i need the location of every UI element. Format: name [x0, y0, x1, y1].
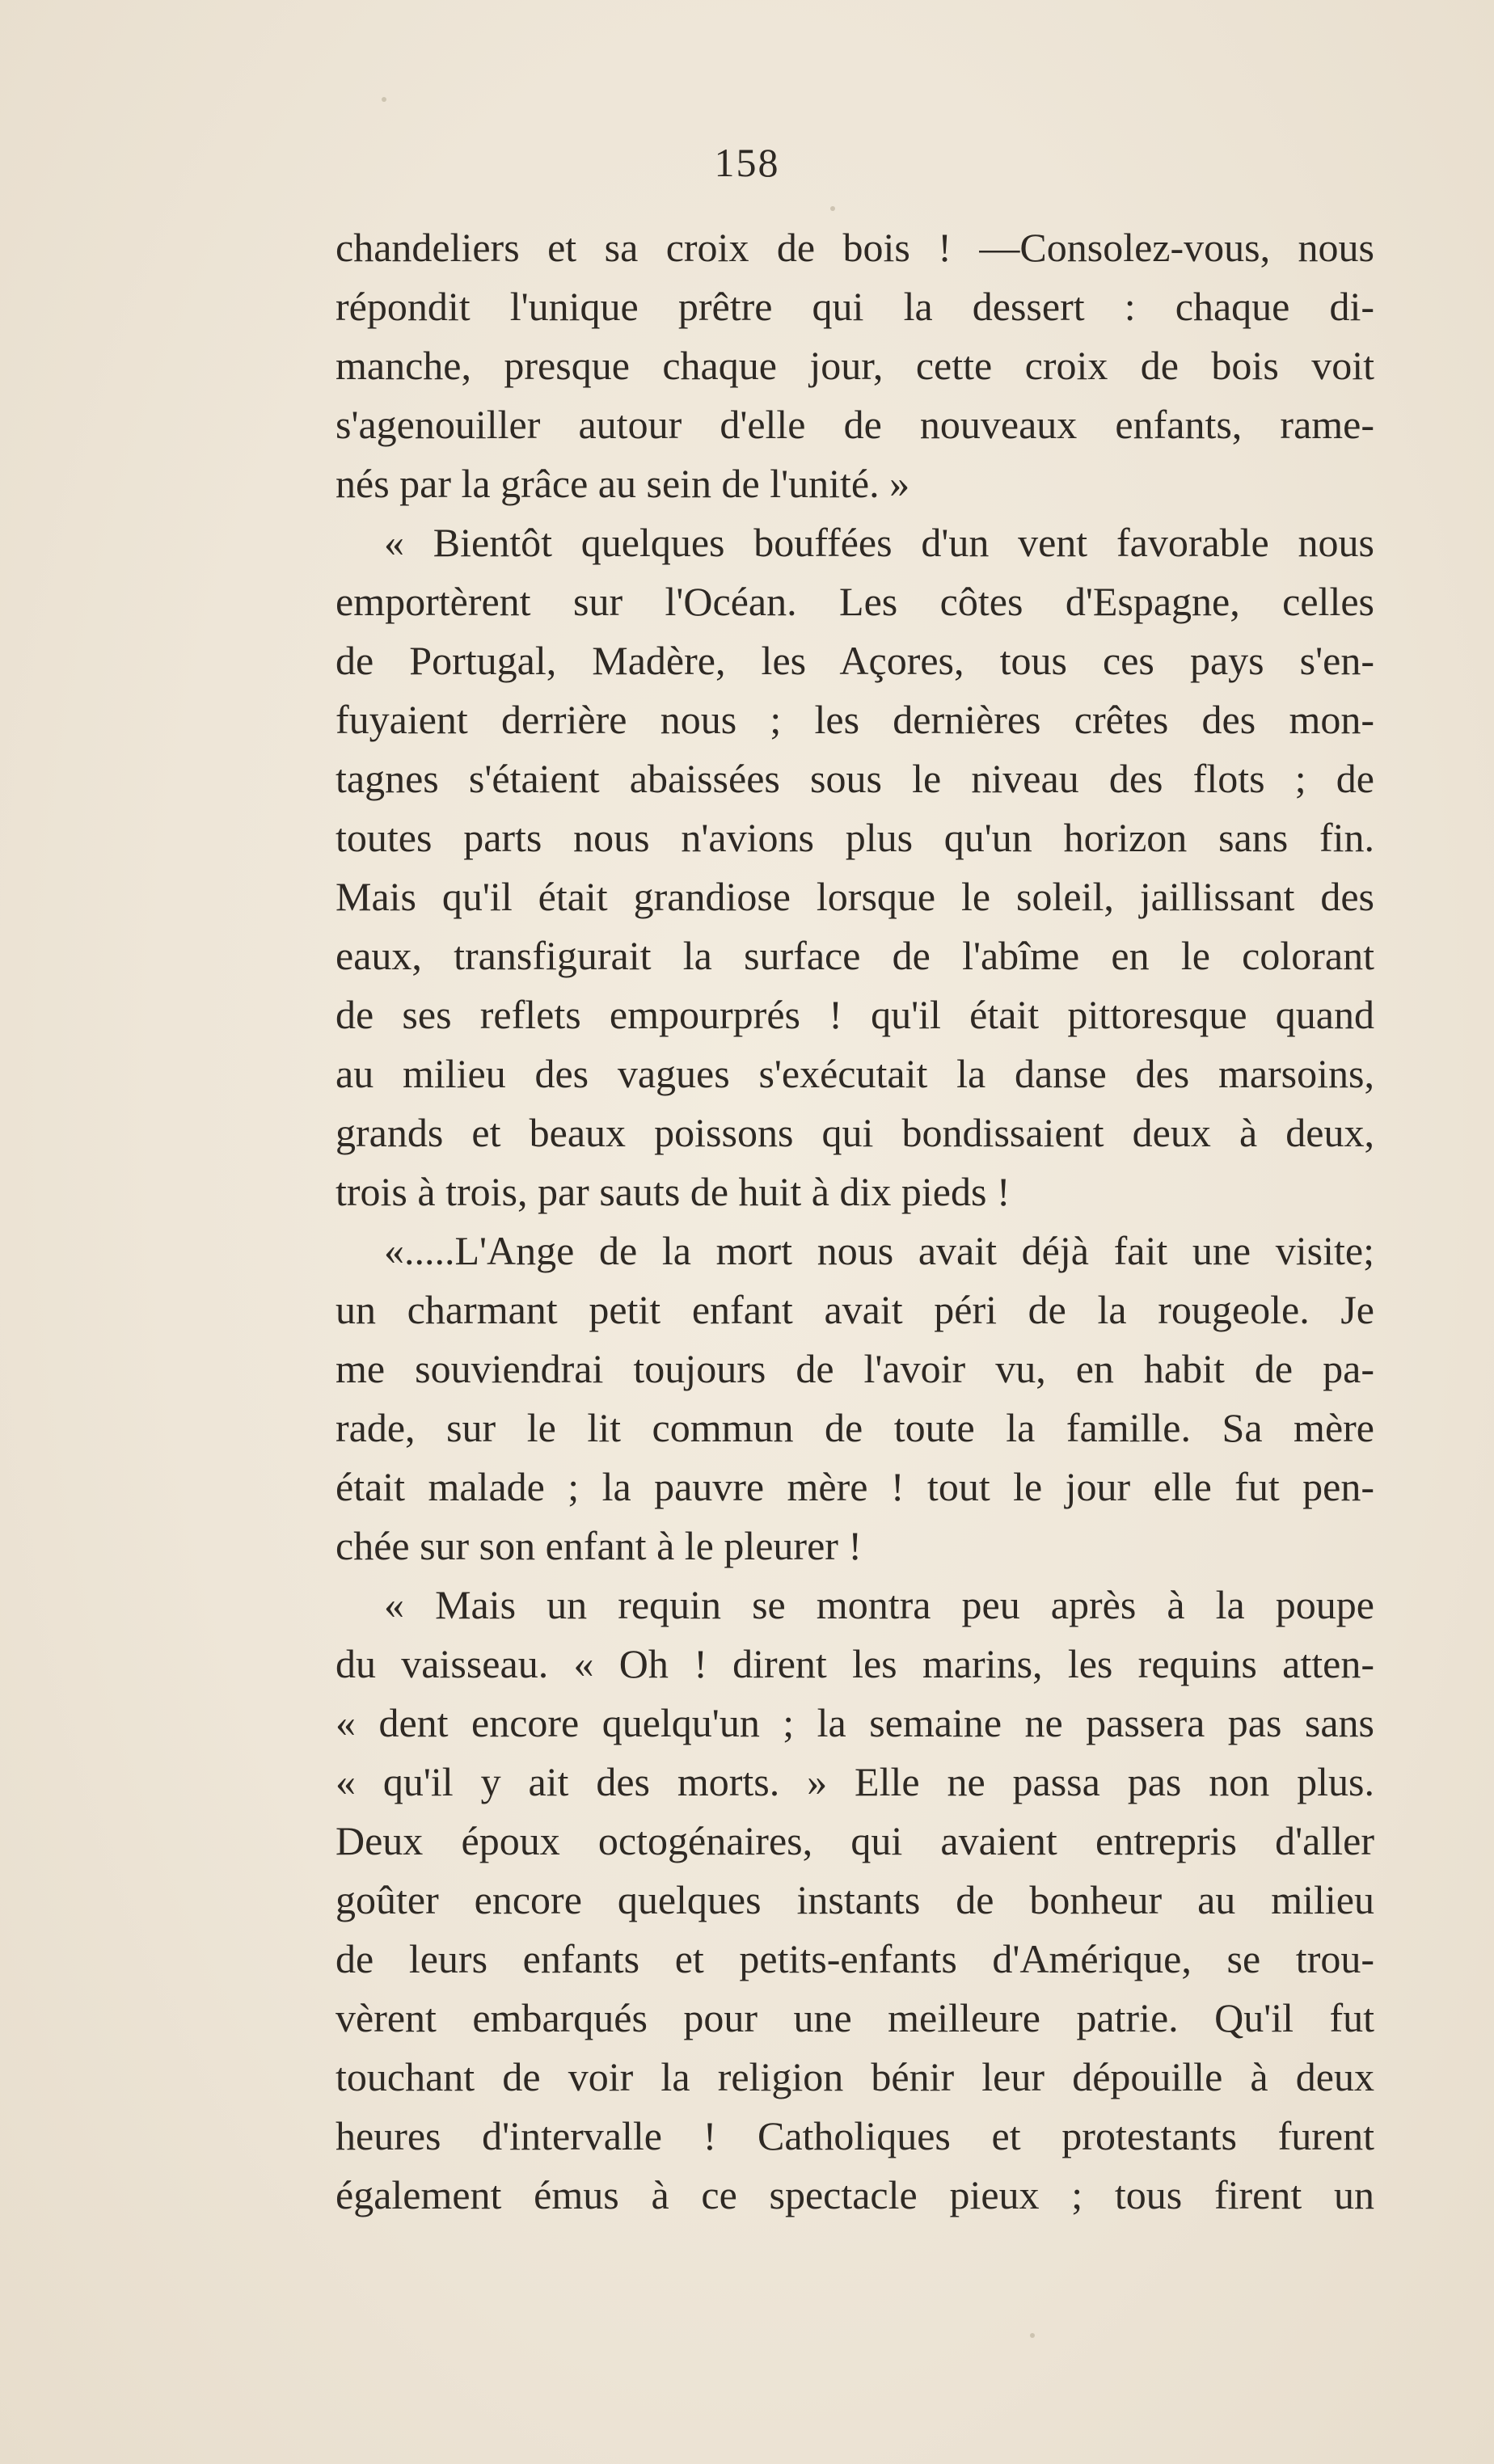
text-line: Mais qu'il était grandiose lorsque le soleil, jaillissant des [336, 874, 1374, 919]
text-line: également émus à ce spectacle pieux ; tous firent un [336, 2172, 1374, 2217]
text-line: répondit l'unique prêtre qui la dessert : chaque di- [336, 284, 1374, 329]
text-line: du vaisseau. « Oh ! dirent les marins, les requins atten- [336, 1641, 1374, 1686]
text-line: s'agenouiller autour d'elle de nouveaux enfants, rame- [336, 402, 1374, 447]
text-line: tagnes s'étaient abaissées sous le niveau des flots ; de [336, 756, 1374, 801]
text-line: au milieu des vagues s'exécutait la danse des marsoins, [336, 1051, 1374, 1096]
page-number: 158 [714, 140, 780, 185]
paper-speck [830, 206, 835, 211]
text-line: fuyaient derrière nous ; les dernières crêtes des mon- [336, 697, 1374, 742]
text-line: goûter encore quelques instants de bonheur au milieu [336, 1877, 1374, 1922]
text-line: «.....L'Ange de la mort nous avait déjà fait une visite; [384, 1228, 1374, 1273]
text-line: emportèrent sur l'Océan. Les côtes d'Espagne, celles [336, 579, 1374, 624]
text-line: de leurs enfants et petits-enfants d'Amérique, se trou- [336, 1936, 1374, 1981]
paper-speck [382, 97, 386, 102]
text-line: grands et beaux poissons qui bondissaient deux à deux, [336, 1110, 1374, 1155]
text-line: de ses reflets empourprés ! qu'il était pittoresque quand [336, 992, 1374, 1037]
text-line: « Bientôt quelques bouffées d'un vent favorable nous [384, 520, 1374, 565]
text-line: touchant de voir la religion bénir leur dépouille à deux [336, 2054, 1374, 2099]
text-line: chée sur son enfant à le pleurer ! [336, 1523, 863, 1568]
text-line: manche, presque chaque jour, cette croix de bois voit [336, 343, 1374, 388]
text-line: eaux, transfigurait la surface de l'abîme en le colorant [336, 933, 1374, 978]
text-line: nés par la grâce au sein de l'unité. » [336, 461, 910, 506]
text-line: « qu'il y ait des morts. » Elle ne passa pas non plus. [336, 1759, 1374, 1804]
text-line: de Portugal, Madère, les Açores, tous ces pays s'en- [336, 638, 1374, 683]
text-line: trois à trois, par sauts de huit à dix pieds ! [336, 1169, 1011, 1214]
text-line: chandeliers et sa croix de bois ! —Consolez-vous, nous [336, 225, 1374, 270]
text-line: Deux époux octogénaires, qui avaient entrepris d'aller [336, 1818, 1374, 1863]
text-line: vèrent embarqués pour une meilleure patrie. Qu'il fut [336, 1995, 1374, 2040]
text-line: un charmant petit enfant avait péri de la rougeole. Je [336, 1287, 1374, 1332]
text-line: rade, sur le lit commun de toute la famille. Sa mère [336, 1405, 1374, 1450]
text-line: était malade ; la pauvre mère ! tout le jour elle fut pen- [336, 1464, 1374, 1509]
page-body-text [336, 218, 1374, 2225]
text-line: heures d'intervalle ! Catholiques et protestants furent [336, 2113, 1374, 2158]
paper-speck [1030, 2333, 1035, 2338]
text-line: toutes parts nous n'avions plus qu'un horizon sans fin. [336, 815, 1374, 860]
text-line: me souviendrai toujours de l'avoir vu, en habit de pa- [336, 1346, 1374, 1391]
text-line: « dent encore quelqu'un ; la semaine ne passera pas sans [336, 1700, 1374, 1745]
text-line: « Mais un requin se montra peu après à la poupe [384, 1582, 1374, 1627]
